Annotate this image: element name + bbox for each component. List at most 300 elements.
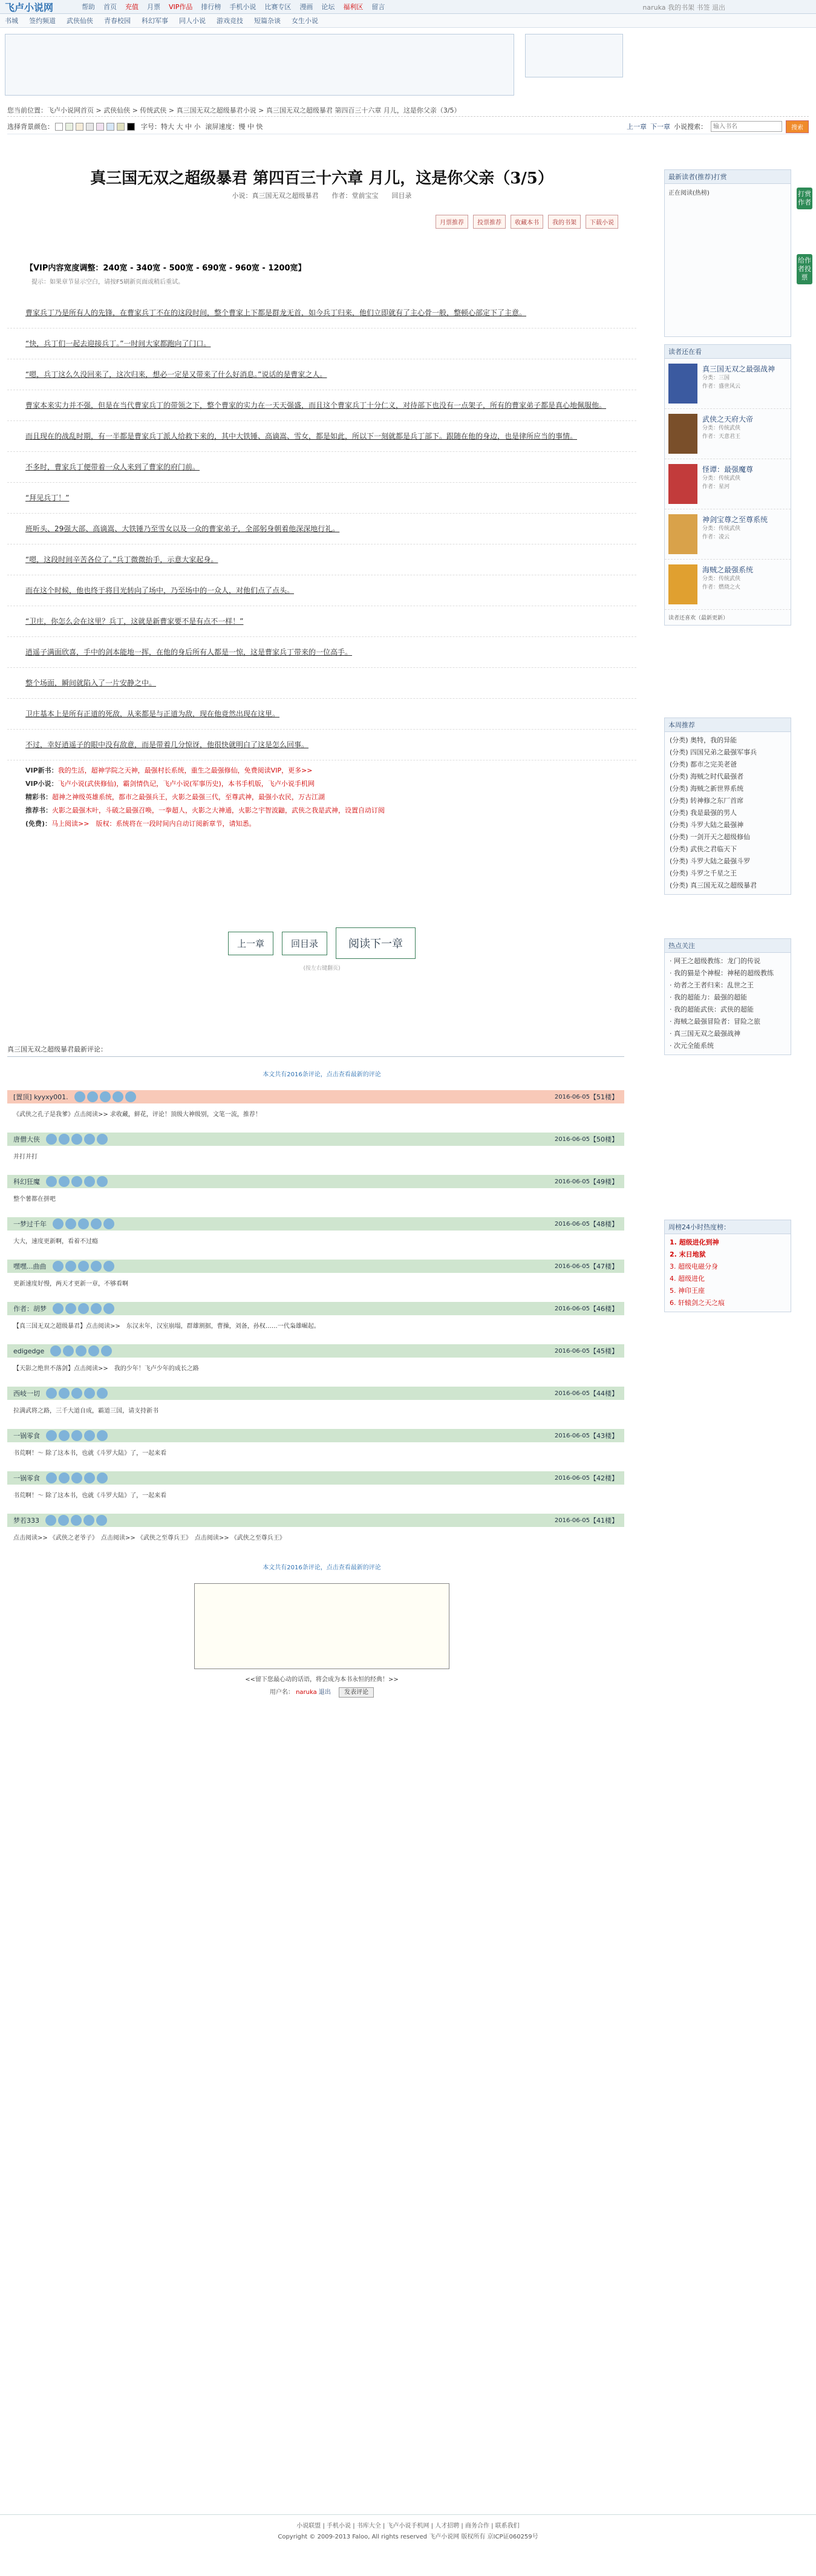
channel-item[interactable]: 同人小说 [179, 17, 206, 25]
badge-icon [65, 1261, 76, 1272]
rank-item[interactable] [670, 734, 786, 747]
badge-icon [74, 1091, 85, 1102]
review-item [7, 1133, 624, 1169]
review-header [7, 1514, 624, 1527]
review-header [7, 1217, 624, 1231]
promo-links [25, 764, 618, 831]
promo-link-text[interactable]: 马上阅读>> 版权：系统将在一段时间内自动订阅新章节，请知悉。 [51, 820, 256, 828]
rank-item[interactable] [670, 843, 786, 855]
rank2-item-text[interactable]: 3. 超级电磁分身 [670, 1263, 718, 1270]
chapter-meta[interactable]: 小说：真三国无双之超级暴君 作者：堂前宝宝 回目录 [232, 192, 412, 200]
site-logo[interactable]: 飞卢小说网 [5, 1, 54, 13]
badge-icon [59, 1473, 70, 1483]
rank-item-text[interactable]: (分类) 斗罗大陆之最强神 [670, 821, 744, 829]
channel-item[interactable]: 短篇杂谈 [254, 17, 281, 25]
book-title[interactable]: 神剑宝尊之至尊系统 [702, 515, 768, 524]
hot-item[interactable] [670, 1016, 786, 1028]
rank-item-text[interactable]: (分类) 海贼之新世界系统 [670, 785, 744, 793]
hot-item-text[interactable]: · 幼者之王者归来：乱世之王 [670, 981, 754, 989]
badge-icon [63, 1345, 74, 1356]
rank2-item-text[interactable]: 1. 超级进化到神 [670, 1238, 719, 1246]
submit-review-button[interactable]: 发表评论 [339, 1687, 374, 1698]
review-badges [53, 1261, 114, 1272]
recommend-more[interactable]: 读者还喜欢（最新更新） [668, 615, 729, 621]
hot-item-text[interactable]: · 网王之超级教练：龙门的传说 [670, 957, 760, 965]
promo-link-label: VIP新书： [25, 767, 58, 774]
rank-item[interactable] [670, 783, 786, 795]
review-text: 点击阅读>> 《武侠之老爷子》 点击阅读>> 《武侠之至尊兵王》 点击阅读>> 《武侠之至尊兵王》 [13, 1535, 286, 1541]
badge-icon [59, 1388, 70, 1399]
top-nav-item[interactable]: 比赛专区 [264, 3, 292, 11]
badge-icon [87, 1091, 98, 1102]
badge-icon [53, 1218, 64, 1229]
badge-icon [53, 1261, 64, 1272]
hot-item-text[interactable]: · 次元全能系统 [670, 1042, 714, 1050]
rank-item[interactable] [670, 819, 786, 831]
top-nav-item[interactable]: 留言 [371, 3, 385, 11]
rank-item-text[interactable]: (分类) 转神修之东厂首席 [670, 797, 744, 805]
chapter-paragraph [7, 390, 636, 421]
rank-item-text[interactable]: (分类) 斗罗大陆之最强斗罗 [670, 857, 751, 865]
recommend-book[interactable] [665, 409, 791, 459]
book-cover[interactable] [668, 464, 697, 504]
chapter-actions [7, 215, 618, 229]
review-user[interactable]: 作者：胡梦 [13, 1305, 47, 1313]
rank2-item[interactable] [670, 1285, 786, 1297]
review-text: 【真三国无双之超级暴君】点击阅读>> 东汉末年，汉室崩塌，群雄割据，曹操，刘备，孙权……一代枭雄崛起。 [13, 1323, 320, 1330]
chapter-action-button[interactable]: 我的书架 [548, 215, 581, 229]
badge-icon [91, 1261, 102, 1272]
hot-item-text[interactable]: · 真三国无双之最强战神 [670, 1030, 740, 1038]
book-info [702, 564, 753, 604]
hot-item-text[interactable]: · 我的猫是个神棍：神秘的超级教练 [670, 969, 774, 977]
reviews-count-bottom[interactable]: 本文共有2016条评论，点击查看最新的评论 [263, 1564, 381, 1571]
review-floor: 【50楼】 [590, 1136, 618, 1143]
review-item [7, 1429, 624, 1465]
next-chapter-link[interactable]: 下一章 [650, 123, 670, 131]
chapter-paragraph [7, 298, 636, 329]
top-nav-item[interactable]: 排行榜 [201, 3, 221, 11]
review-user[interactable]: 一锅零食 [13, 1474, 40, 1482]
badge-icon [46, 1176, 57, 1187]
paragraph-text: 而在这个时候，他也终于将目光转向了场中，乃至场中的一众人，对他们点了点头。 [25, 586, 295, 595]
rank2-item[interactable] [670, 1261, 786, 1273]
badge-icon [59, 1176, 70, 1187]
review-item [7, 1175, 624, 1211]
rank2-item-text[interactable]: 6. 轩辕剑之天之痕 [670, 1299, 725, 1307]
paragraph-text: “嗯，这段时间辛苦各位了。”兵丁微微抬手，示意大家起身。 [25, 555, 218, 564]
color-swatch[interactable] [86, 123, 94, 131]
review-badges [46, 1430, 108, 1441]
rank-item[interactable] [670, 759, 786, 771]
badge-icon [65, 1218, 76, 1229]
top-nav-item[interactable]: 帮助 [82, 3, 96, 11]
user-name: naruka [296, 1689, 317, 1696]
badge-icon [97, 1473, 108, 1483]
badge-icon [125, 1091, 136, 1102]
paragraph-text: “卫庄，你怎么会在这里？兵丁，这就是新曹家要不是有点不一样！” [25, 617, 244, 626]
channel-item[interactable]: 书城 [5, 17, 18, 25]
chapter-paragraph [7, 452, 636, 483]
hot-item[interactable] [670, 955, 786, 967]
paragraph-text: 曹家本来实力并不强，但是在当代曹家兵丁的带领之下，整个曹家的实力在一天天强盛，而且这个曹家兵丁十分仁义，对待部下也没有一点架子，所有的曹家弟子都是真心地佩服他。 [25, 401, 607, 410]
review-item [7, 1387, 624, 1423]
color-swatch[interactable] [65, 123, 73, 131]
footer-copyright: Copyright © 2009-2013 Faloo, All rights reserved 飞卢小说网 版权所有 京ICP证060259号 [278, 2534, 538, 2540]
search-label: 小说搜索： [674, 123, 707, 131]
recommend-box [664, 344, 791, 626]
top-nav-item[interactable]: 充值 [125, 3, 139, 11]
review-item [7, 1344, 624, 1381]
tip-author-tab[interactable]: 打赏作者 [797, 188, 812, 209]
badge-icon [46, 1430, 57, 1441]
color-swatch[interactable] [127, 123, 135, 131]
promo-link-label: 精彩书： [25, 793, 52, 801]
search-area [627, 120, 809, 133]
top-nav-item[interactable]: 手机小说 [229, 3, 256, 11]
rank-item-text[interactable]: (分类) 我是最强的男人 [670, 809, 737, 817]
rank-item[interactable] [670, 868, 786, 880]
rank-item-text[interactable]: (分类) 斗罗之千星之王 [670, 869, 737, 877]
promo-link-label: 推荐书： [25, 806, 52, 814]
review-text: 整个薯都在拼吧 [13, 1196, 56, 1203]
rank2-item-text[interactable]: 2. 末日地狱 [670, 1250, 706, 1258]
badge-icon [113, 1091, 123, 1102]
review-date: 2016-06-05 [554, 1136, 590, 1143]
hot-item-text[interactable]: · 海贼之最强冒险者：冒险之旅 [670, 1018, 760, 1025]
badge-icon [103, 1261, 114, 1272]
sidebar-nav-title: 最新读者(推荐)打赏 [665, 170, 791, 184]
top-nav [77, 2, 389, 11]
chapter-action-button[interactable]: 月票推荐 [436, 215, 468, 229]
chapter-title: 真三国无双之超级暴君 第四百三十六章 月儿，这是你父亲（3/5） [90, 169, 553, 188]
review-header [7, 1429, 624, 1442]
badge-icon [45, 1515, 56, 1526]
review-text: 并打并打 [13, 1154, 38, 1160]
review-badges [45, 1515, 107, 1526]
badge-icon [88, 1345, 99, 1356]
review-item [7, 1302, 624, 1338]
book-info [702, 464, 753, 504]
top-nav-item[interactable]: 论坛 [321, 3, 335, 11]
review-item [7, 1260, 624, 1296]
rank-item[interactable] [670, 747, 786, 759]
rank2-item[interactable] [670, 1249, 786, 1261]
review-date: 2016-06-05 [554, 1305, 590, 1312]
font-size-options[interactable]: 特大 大 中 小 [161, 123, 201, 131]
search-input[interactable] [711, 121, 782, 132]
channel-nav [0, 14, 816, 28]
ad-strip [5, 34, 816, 96]
top-nav-item[interactable]: 月票 [147, 3, 161, 11]
reviews-title: 真三国无双之超级暴君最新评论： [7, 1044, 624, 1057]
badge-icon [59, 1134, 70, 1145]
review-badges [46, 1388, 108, 1399]
review-text: 【天影之绝世不落剑】点击阅读>> 我的少年！飞卢少年的成长之路 [13, 1365, 199, 1372]
review-user[interactable]: edigedge [13, 1347, 45, 1355]
badge-icon [53, 1303, 64, 1314]
book-title[interactable]: 怪谭：最强魔尊 [702, 465, 754, 474]
promo-link-label: VIP小说： [25, 780, 58, 788]
channel-item[interactable]: 武侠仙侠 [67, 17, 93, 25]
keyboard-hint: (按左右键翻页) [303, 966, 341, 972]
footer [0, 2514, 816, 2543]
rank2-item[interactable] [670, 1237, 786, 1249]
review-header [7, 1344, 624, 1358]
rank2-item[interactable] [670, 1297, 786, 1309]
color-swatch[interactable] [76, 123, 83, 131]
prev-chapter-button[interactable]: 上一章 [228, 932, 273, 955]
hot-item[interactable] [670, 967, 786, 979]
badge-icon [46, 1473, 57, 1483]
channel-item[interactable]: 科幻军事 [142, 17, 168, 25]
recommend-book[interactable] [665, 359, 791, 409]
badge-icon [71, 1388, 82, 1399]
rank-item-text[interactable]: (分类) 一剑开天之超级修仙 [670, 833, 751, 841]
book-category: 分类：传统武侠 [702, 476, 741, 482]
review-floor: 【49楼】 [590, 1178, 618, 1186]
promo-link-row [25, 791, 618, 804]
rank2-item-text[interactable]: 4. 超级进化 [670, 1275, 705, 1283]
chapter-action-button[interactable]: 投票推荐 [473, 215, 506, 229]
chapter-paragraph [7, 483, 636, 514]
reviews-count[interactable]: 本文共有2016条评论，点击查看最新的评论 [263, 1071, 381, 1078]
recommend-book[interactable] [665, 560, 791, 610]
promo-link-text[interactable]: 我的生活，超神学院之天神，最强村长系统，重生之最强修仙，免费阅读VIP，更多>> [57, 767, 313, 774]
top-bar [0, 0, 816, 14]
book-info [702, 414, 753, 454]
ad-banner[interactable] [5, 34, 514, 96]
promo-link-text[interactable]: 火影之最强木叶，斗破之最强召唤，一拳超人，火影之大神通，火影之宇智波鼬，武侠之我是武神，设置自动订阅 [52, 806, 385, 814]
review-text: 书荒啊！～ 除了这本书，也就《斗罗大陆》了，一起来看 [13, 1492, 167, 1499]
review-floor: 【48楼】 [590, 1220, 618, 1228]
badge-icon [76, 1345, 86, 1356]
review-date: 2016-06-05 [554, 1263, 590, 1270]
badge-icon [97, 1134, 108, 1145]
footer-links[interactable]: 小说联盟 | 手机小说 | 书库大全 | 飞卢小说手机网 | 人才招聘 | 商务合作 | 联系我们 [296, 2523, 520, 2529]
badge-icon [65, 1303, 76, 1314]
hot-item-text[interactable]: · 我的超能力：最强的超能 [670, 993, 747, 1001]
review-badges [46, 1134, 108, 1145]
book-title[interactable]: 武侠之天府大帝 [702, 415, 754, 423]
book-title[interactable]: 海贼之最强系统 [702, 566, 754, 574]
rank-item-text[interactable]: (分类) 武侠之君临天下 [670, 845, 737, 853]
user-links[interactable]: naruka 我的书架 书签 退出 [642, 4, 725, 11]
channel-item[interactable]: 游戏竞技 [217, 17, 243, 25]
review-user[interactable]: 嘿嘿...曲曲 [13, 1263, 47, 1270]
badge-icon [84, 1430, 95, 1441]
review-floor: 【46楼】 [590, 1305, 618, 1313]
rank2-item-text[interactable]: 5. 神印王座 [670, 1287, 705, 1295]
book-cover[interactable] [668, 564, 697, 604]
paragraph-text: 曹家兵丁乃是所有人的先锋，在曹家兵丁不在的这段时间，整个曹家上下都是群龙无首，如今兵丁归来，他们立即就有了主心骨一般，整顿心部定下了主意。 [25, 309, 527, 317]
rank-item-text[interactable]: (分类) 海贼之时代最强者 [670, 773, 744, 780]
badge-icon [100, 1091, 111, 1102]
channel-item[interactable]: 签约频道 [29, 17, 56, 25]
review-user[interactable]: 科幻狂魔 [13, 1178, 40, 1186]
badge-icon [84, 1473, 95, 1483]
breadcrumb[interactable]: 您当前位置：飞卢小说网首页 > 武侠仙侠 > 传统武侠 > 真三国无双之超级暴君小说 > 真三国无双之超级暴君 第四百三十六章 月儿，这是你父亲（3/5） [7, 105, 809, 117]
chapter-action-button[interactable]: 下载小说 [586, 215, 618, 229]
color-swatch[interactable] [106, 123, 114, 131]
promo-link-row [25, 804, 618, 817]
review-item [7, 1217, 624, 1254]
scroll-speed-label: 滚屏速度： [205, 123, 239, 131]
badge-icon [97, 1176, 108, 1187]
width-notice[interactable]: 【VIP内容宽度调整：240宽 - 340宽 - 500宽 - 690宽 - 960宽 - 1200宽】 [25, 264, 306, 273]
review-badges [46, 1473, 108, 1483]
recommend-title: 读者还在看 [665, 345, 791, 359]
review-user[interactable]: 一梦过千年 [13, 1220, 47, 1228]
chapter-paragraph [7, 699, 636, 730]
badge-icon [97, 1430, 108, 1441]
chapter-paragraph [7, 575, 636, 606]
rank-item-text[interactable]: (分类) 都市之完美老爸 [670, 760, 737, 768]
review-badges [53, 1303, 114, 1314]
rank-item-text[interactable]: (分类) 奥特，我的异能 [670, 736, 737, 744]
paragraph-text: 逍遥子满面欣喜，手中的剑本能地一挥，在他的身后所有人都是一惊，这是曹家兵丁带来的一位高手。 [25, 648, 353, 656]
badge-icon [46, 1134, 57, 1145]
review-header [7, 1260, 624, 1273]
hot-item[interactable] [670, 992, 786, 1004]
scroll-speed-options[interactable]: 慢 中 快 [238, 123, 263, 131]
logout-link[interactable]: 退出 [318, 1689, 331, 1696]
badge-icon [84, 1176, 95, 1187]
rank-item[interactable] [670, 795, 786, 807]
review-header [7, 1175, 624, 1188]
badge-icon [59, 1430, 70, 1441]
color-swatch[interactable] [96, 123, 104, 131]
book-category: 分类：传统武侠 [702, 576, 741, 582]
rank-item-text[interactable]: (分类) 真三国无双之超级暴君 [670, 881, 757, 889]
book-info [702, 364, 775, 404]
book-author: 作者：燃烧之火 [702, 584, 741, 590]
book-author: 作者：凌云 [702, 534, 730, 540]
review-floor: 【43楼】 [590, 1432, 618, 1440]
review-date: 2016-06-05 [554, 1220, 590, 1228]
review-item [7, 1471, 624, 1508]
chapter-nav [7, 927, 636, 959]
hot-item[interactable] [670, 979, 786, 992]
review-user[interactable]: 梦若333 [13, 1517, 39, 1525]
paragraph-text: 不过，幸好逍遥子的眼中没有敌意，而是带着几分惊讶，他很快就明白了这是怎么回事。 [25, 740, 309, 749]
rank-item[interactable] [670, 831, 786, 843]
review-text: 更新速度好慢，两天才更新一章，不够看啊 [13, 1281, 128, 1287]
next-chapter-button[interactable]: 阅读下一章 [336, 927, 416, 959]
ad-small[interactable] [525, 34, 623, 77]
review-user[interactable]: [置顶] kyyxy001. [13, 1093, 68, 1101]
review-header [7, 1471, 624, 1485]
badge-icon [78, 1303, 89, 1314]
promo-link-text[interactable]: 超神之神级英雄系统，都市之最强兵王，火影之最强三代，至尊武神，最强小农民，万古江湖 [52, 793, 325, 801]
book-cover[interactable] [668, 514, 697, 554]
review-header [7, 1387, 624, 1400]
hot-item[interactable] [670, 1040, 786, 1052]
review-date: 2016-06-05 [554, 1093, 590, 1100]
top-nav-item[interactable]: 福利区 [343, 3, 364, 11]
review-badges [50, 1345, 112, 1356]
paragraph-text: 班昕头、29强大部、高谪嵩、大铁锤乃至雪女以及一众的曹家弟子，全部躬身朝着他深深地行礼。 [25, 525, 340, 533]
review-date: 2016-06-05 [554, 1474, 590, 1482]
bg-color-swatches [54, 122, 136, 131]
review-date: 2016-06-05 [554, 1178, 590, 1185]
badge-icon [101, 1345, 112, 1356]
review-badges [46, 1176, 108, 1187]
review-date: 2016-06-05 [554, 1517, 590, 1524]
badge-icon [71, 1515, 82, 1526]
reviews-list [7, 1090, 636, 1550]
badge-icon [78, 1218, 89, 1229]
rank-item-text[interactable]: (分类) 四国兄弟之最强军事兵 [670, 748, 757, 756]
review-user[interactable]: 唐僧大侠 [13, 1136, 40, 1143]
index-button[interactable]: 回目录 [282, 932, 327, 955]
badge-icon [50, 1345, 61, 1356]
book-author: 作者：盛世风云 [702, 384, 741, 390]
recommend-book[interactable] [665, 509, 791, 560]
top-nav-item[interactable]: 首页 [103, 3, 117, 11]
book-cover[interactable] [668, 414, 697, 454]
badge-icon [83, 1515, 94, 1526]
review-item [7, 1514, 624, 1550]
review-date: 2016-06-05 [554, 1347, 590, 1355]
paragraph-text: 整个场面，瞬间就陷入了一片安静之中。 [25, 679, 157, 687]
recommend-book[interactable] [665, 459, 791, 509]
prev-chapter-link[interactable]: 上一章 [627, 123, 647, 131]
book-info [702, 514, 768, 554]
book-author: 作者：星河 [702, 484, 730, 490]
badge-icon [84, 1388, 95, 1399]
hot-item[interactable] [670, 1028, 786, 1040]
rank-item[interactable] [670, 807, 786, 819]
rank-item[interactable] [670, 855, 786, 868]
top-nav-item[interactable]: 漫画 [299, 3, 313, 11]
review-badges [74, 1091, 136, 1102]
textarea-hint: <<留下您最心动的话语，将会成为本书永恒的经典！>> [245, 1676, 399, 1683]
channel-item[interactable]: 青春校园 [104, 17, 131, 25]
hot-item[interactable] [670, 1004, 786, 1016]
chapter-body [7, 298, 636, 760]
review-user[interactable]: 一锅零食 [13, 1432, 40, 1440]
review-textarea[interactable] [194, 1583, 449, 1669]
book-category: 分类：三国 [702, 375, 730, 381]
chapter-main [7, 157, 636, 1696]
promo-link-text[interactable]: 飞卢小说(武侠修仙)，霸剑情仇记，飞卢小说(军事历史)，本书手机版，飞卢小说手机网 [57, 780, 315, 788]
badge-icon [46, 1388, 57, 1399]
top-nav-item[interactable]: VIP作品 [169, 3, 193, 11]
review-text: 拉满武将之路，三千大道自成，霸道三国，请支持新书 [13, 1408, 158, 1414]
rank-item[interactable] [670, 880, 786, 892]
book-cover[interactable] [668, 364, 697, 404]
rank2-item[interactable] [670, 1273, 786, 1285]
book-title[interactable]: 真三国无双之最强战神 [702, 365, 775, 373]
review-user[interactable]: 西岐一切 [13, 1390, 40, 1398]
vote-author-tab[interactable]: 给作者投票 [797, 254, 812, 284]
search-button[interactable]: 搜索 [786, 120, 809, 133]
chapter-action-button[interactable]: 收藏本书 [511, 215, 543, 229]
channel-item[interactable]: 女生小说 [292, 17, 318, 25]
color-swatch[interactable] [117, 123, 125, 131]
refresh-tip: 提示：如果章节显示空白，请按F5刷新页面或稍后重试。 [31, 279, 184, 286]
color-swatch[interactable] [55, 123, 63, 131]
review-date: 2016-06-05 [554, 1390, 590, 1397]
badge-icon [97, 1388, 108, 1399]
rank-item[interactable] [670, 771, 786, 783]
sidebar-nav-box [664, 169, 791, 337]
weekly-rank-box [664, 718, 791, 895]
review-submit-row [7, 1687, 636, 1696]
user-label: 用户名： [269, 1689, 294, 1696]
hot-item-text[interactable]: · 我的超能武侠：武侠的超能 [670, 1005, 754, 1013]
